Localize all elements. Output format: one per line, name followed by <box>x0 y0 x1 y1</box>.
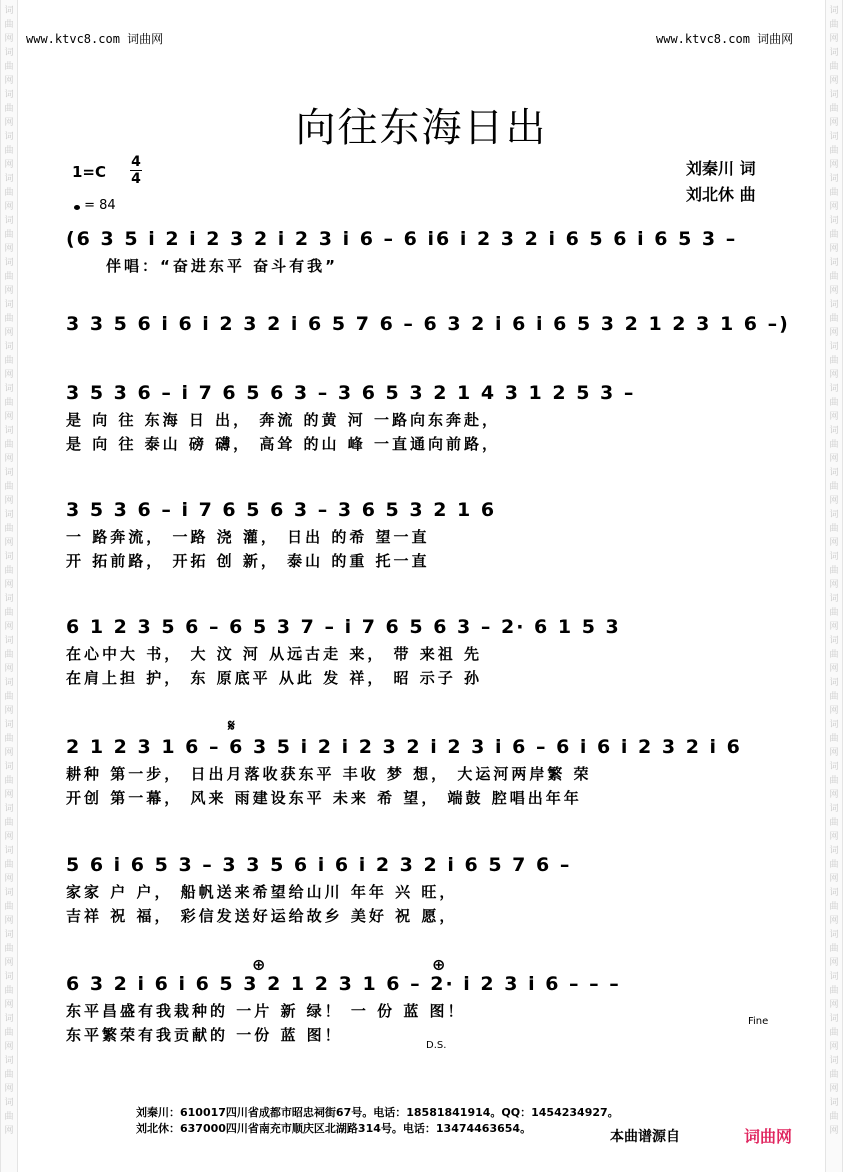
watermark-char: 词 <box>4 552 14 562</box>
watermark-char: 网 <box>4 748 14 758</box>
watermark-char: 曲 <box>829 230 839 240</box>
watermark-char: 曲 <box>4 818 14 828</box>
watermark-char: 词 <box>829 48 839 58</box>
site-logo[interactable]: 词曲网 <box>744 1127 793 1146</box>
watermark-char: 网 <box>4 1126 14 1136</box>
watermark-char: 曲 <box>4 776 14 786</box>
watermark-char: 词 <box>829 1014 839 1024</box>
watermark-char: 网 <box>829 1126 839 1136</box>
watermark-char: 词 <box>4 468 14 478</box>
watermark-char: 网 <box>4 328 14 338</box>
composer-contact: 刘北休：637000四川省南充市顺庆区北湖路314号。电话：13474463654。 <box>136 1122 532 1135</box>
watermark-char: 网 <box>829 370 839 380</box>
watermark-char: 词 <box>4 1056 14 1066</box>
watermark-char: 曲 <box>4 566 14 576</box>
watermark-char: 词 <box>4 636 14 646</box>
watermark-char: 词 <box>829 468 839 478</box>
watermark-char: 曲 <box>4 272 14 282</box>
watermark-char: 词 <box>4 6 14 16</box>
watermark-char: 词 <box>829 930 839 940</box>
watermark-char: 曲 <box>829 482 839 492</box>
segno-sign: 𝄋 <box>228 716 235 735</box>
watermark-char: 词 <box>829 342 839 352</box>
watermark-char: 网 <box>4 790 14 800</box>
watermark-char: 网 <box>829 874 839 884</box>
watermark-char: 曲 <box>4 608 14 618</box>
watermark-char: 词 <box>829 90 839 100</box>
watermark-char: 网 <box>4 244 14 254</box>
watermark-char: 词 <box>829 216 839 226</box>
watermark-char: 网 <box>829 664 839 674</box>
watermark-char: 网 <box>4 664 14 674</box>
left-watermark-strip <box>0 0 18 1172</box>
fine-mark: Fine <box>748 1016 769 1027</box>
watermark-char: 曲 <box>4 1070 14 1080</box>
lyric-row-verse-2: 吉祥 祝 福， 彩信发送好运给故乡 美好 祝 愿， <box>66 907 458 925</box>
watermark-char: 曲 <box>829 608 839 618</box>
watermark-char: 曲 <box>829 1112 839 1122</box>
watermark-char: 网 <box>4 286 14 296</box>
watermark-char: 曲 <box>4 62 14 72</box>
watermark-char: 网 <box>4 1042 14 1052</box>
watermark-char: 网 <box>829 538 839 548</box>
watermark-char: 曲 <box>829 356 839 366</box>
lyric-row-verse-1: 在心中大 书， 大 汶 河 从远古走 来， 带 来祖 先 <box>66 645 483 663</box>
watermark-char: 曲 <box>829 398 839 408</box>
watermark-char: 网 <box>829 244 839 254</box>
watermark-char: 网 <box>829 412 839 422</box>
watermark-char: 曲 <box>829 440 839 450</box>
watermark-char: 网 <box>4 1084 14 1094</box>
watermark-char: 曲 <box>829 860 839 870</box>
watermark-char: 曲 <box>4 482 14 492</box>
watermark-char: 词 <box>4 888 14 898</box>
score-line-7 <box>66 854 778 928</box>
watermark-char: 曲 <box>4 188 14 198</box>
watermark-char: 网 <box>829 202 839 212</box>
watermark-char: 网 <box>4 832 14 842</box>
watermark-char: 曲 <box>829 1028 839 1038</box>
watermark-char: 网 <box>4 1000 14 1010</box>
watermark-char: 曲 <box>4 1112 14 1122</box>
watermark-char: 曲 <box>829 944 839 954</box>
coda-sign-1: ⊕ <box>252 955 266 974</box>
tempo-marking <box>74 198 116 213</box>
watermark-char: 曲 <box>829 692 839 702</box>
watermark-char: 词 <box>829 636 839 646</box>
watermark-char: 词 <box>829 258 839 268</box>
watermark-char: 曲 <box>829 104 839 114</box>
score-line-4 <box>66 499 778 573</box>
watermark-char: 词 <box>4 678 14 688</box>
watermark-char: 网 <box>829 160 839 170</box>
notation-row: 3 3 5 6 i 6 i 2 3 2 i 6 5 7 6 – 6 3 2 i 6 i 6 5 3 2 1 2 3 1 6 –) <box>66 313 790 335</box>
watermark-char: 网 <box>829 622 839 632</box>
watermark-char: 词 <box>829 846 839 856</box>
watermark-char: 曲 <box>829 734 839 744</box>
watermark-char: 词 <box>4 720 14 730</box>
watermark-char: 词 <box>829 888 839 898</box>
watermark-char: 词 <box>4 216 14 226</box>
watermark-char: 网 <box>829 1042 839 1052</box>
watermark-char: 网 <box>4 958 14 968</box>
meter-bottom: 4 <box>131 171 141 187</box>
score-line-3 <box>66 382 778 456</box>
watermark-char: 网 <box>4 118 14 128</box>
watermark-char: 曲 <box>4 398 14 408</box>
watermark-char: 词 <box>829 678 839 688</box>
watermark-char: 曲 <box>829 1070 839 1080</box>
watermark-char: 网 <box>829 790 839 800</box>
site-url-left[interactable]: www.ktvc8.com 词曲网 <box>26 32 164 46</box>
watermark-char: 网 <box>829 832 839 842</box>
watermark-char: 词 <box>4 804 14 814</box>
watermark-char: 词 <box>4 384 14 394</box>
quarter-note-icon <box>74 205 80 210</box>
watermark-char: 网 <box>829 496 839 506</box>
watermark-char: 词 <box>829 6 839 16</box>
lyric-row-verse-2: 开 拓前路， 开拓 创 新， 泰山 的重 托一直 <box>66 552 430 570</box>
watermark-char: 曲 <box>829 902 839 912</box>
watermark-char: 网 <box>4 34 14 44</box>
site-url-right[interactable]: www.ktvc8.com 词曲网 <box>656 32 794 46</box>
watermark-char: 曲 <box>829 314 839 324</box>
coda-sign-2: ⊕ <box>432 955 446 974</box>
watermark-char: 曲 <box>829 524 839 534</box>
watermark-char: 网 <box>4 622 14 632</box>
notation-row: 3 5 3 6 – i 7 6 5 6 3 – 3 6 5 3 2 1 4 3 1 2 5 3 – <box>66 382 636 404</box>
watermark-char: 词 <box>4 342 14 352</box>
lyric-row-verse-1: 家家 户 户， 船帆送来希望给山川 年年 兴 旺， <box>66 883 458 901</box>
watermark-char: 词 <box>829 594 839 604</box>
watermark-char: 曲 <box>4 524 14 534</box>
watermark-char: 曲 <box>829 146 839 156</box>
lyricist-credit: 刘秦川 词 <box>686 159 756 178</box>
watermark-char: 词 <box>4 174 14 184</box>
lyric-row-verse-1: 是 向 往 东海 日 出， 奔流 的黄 河 一路向东奔赴， <box>66 411 501 429</box>
watermark-char: 词 <box>4 1098 14 1108</box>
lyric-row-verse-1: 一 路奔流， 一路 浇 灌， 日出 的希 望一直 <box>66 528 430 546</box>
watermark-char: 词 <box>4 510 14 520</box>
watermark-char: 网 <box>4 76 14 86</box>
watermark-char: 词 <box>829 972 839 982</box>
watermark-char: 曲 <box>4 986 14 996</box>
watermark-char: 网 <box>4 916 14 926</box>
watermark-char: 词 <box>829 132 839 142</box>
watermark-char: 词 <box>829 552 839 562</box>
tempo-value: = 84 <box>84 198 116 213</box>
meter-top: 4 <box>131 154 141 170</box>
watermark-char: 曲 <box>4 650 14 660</box>
watermark-char: 曲 <box>829 818 839 828</box>
watermark-char: 网 <box>4 538 14 548</box>
lyric-row-verse-2: 是 向 往 泰山 磅 礴， 高耸 的山 峰 一直通向前路， <box>66 435 501 453</box>
score-line-8 <box>66 973 778 1047</box>
notation-row: 5 6 i 6 5 3 – 3 3 5 6 i 6 i 2 3 2 i 6 5 7 6 – <box>66 854 572 876</box>
lyric-row-verse-1: 东平昌盛有我栽种的 一片 新 绿！ 一 份 蓝 图！ <box>66 1002 466 1020</box>
lyric-row-verse-2: 东平繁荣有我贡献的 一份 蓝 图！ <box>66 1026 343 1044</box>
watermark-char: 网 <box>4 370 14 380</box>
notation-row: 3 5 3 6 – i 7 6 5 6 3 – 3 6 5 3 2 1 6 <box>66 499 497 521</box>
watermark-char: 词 <box>4 90 14 100</box>
notation-row: (6 3 5 i 2 i 2 3 2 i 2 3 i 6 – 6 i6 i 2 3 2 i 6 5 6 i 6 5 3 – <box>66 228 738 250</box>
watermark-char: 曲 <box>829 650 839 660</box>
ds-mark: D.S. <box>426 1040 447 1051</box>
watermark-char: 词 <box>829 426 839 436</box>
watermark-char: 词 <box>829 1098 839 1108</box>
watermark-char: 词 <box>829 1056 839 1066</box>
watermark-char: 曲 <box>4 692 14 702</box>
watermark-char: 词 <box>4 762 14 772</box>
watermark-char: 曲 <box>829 62 839 72</box>
score-line-2 <box>66 313 790 339</box>
watermark-char: 网 <box>829 34 839 44</box>
watermark-char: 网 <box>4 874 14 884</box>
watermark-char: 曲 <box>4 230 14 240</box>
watermark-char: 网 <box>829 916 839 926</box>
watermark-char: 网 <box>4 496 14 506</box>
watermark-char: 词 <box>829 804 839 814</box>
watermark-char: 网 <box>829 286 839 296</box>
lyric-row: 伴唱：“奋进东平 奋斗有我” <box>106 257 338 275</box>
watermark-char: 词 <box>829 510 839 520</box>
score-line-5 <box>66 616 778 690</box>
watermark-char: 网 <box>829 328 839 338</box>
watermark-char: 曲 <box>4 440 14 450</box>
watermark-char: 曲 <box>4 902 14 912</box>
key-signature: 1=C <box>72 163 107 181</box>
lyric-row-verse-2: 开创 第一幕， 风来 雨建设东平 未来 希 望， 端鼓 腔唱出年年 <box>66 789 582 807</box>
watermark-char: 曲 <box>829 272 839 282</box>
watermark-char: 网 <box>4 706 14 716</box>
score-line-1 <box>66 228 778 278</box>
watermark-char: 网 <box>829 1000 839 1010</box>
watermark-char: 网 <box>4 412 14 422</box>
watermark-char: 词 <box>4 426 14 436</box>
source-label: 本曲谱源自 <box>610 1129 680 1145</box>
watermark-char: 曲 <box>829 566 839 576</box>
watermark-char: 曲 <box>4 356 14 366</box>
watermark-char: 曲 <box>4 944 14 954</box>
watermark-char: 网 <box>829 76 839 86</box>
watermark-char: 词 <box>4 1014 14 1024</box>
notation-row: 6 3 2 i 6 i 6 5 3 2 1 2 3 1 6 – 2· i 2 3 i 6 – – – <box>66 973 621 995</box>
score-line-6 <box>66 736 778 810</box>
watermark-char: 词 <box>4 594 14 604</box>
watermark-char: 词 <box>829 174 839 184</box>
watermark-char: 网 <box>4 454 14 464</box>
watermark-char: 曲 <box>4 20 14 30</box>
watermark-char: 曲 <box>829 20 839 30</box>
watermark-char: 网 <box>4 202 14 212</box>
watermark-char: 曲 <box>4 146 14 156</box>
watermark-char: 网 <box>4 580 14 590</box>
watermark-char: 词 <box>4 48 14 58</box>
watermark-char: 网 <box>829 118 839 128</box>
watermark-char: 词 <box>829 300 839 310</box>
watermark-char: 词 <box>4 972 14 982</box>
watermark-char: 网 <box>829 1084 839 1094</box>
watermark-char: 网 <box>4 160 14 170</box>
lyricist-contact: 刘秦川：610017四川省成都市昭忠祠街67号。电话：18581841914。QQ：1454234927。 <box>136 1106 619 1119</box>
watermark-char: 曲 <box>829 776 839 786</box>
watermark-char: 网 <box>829 958 839 968</box>
watermark-char: 词 <box>4 300 14 310</box>
watermark-char: 词 <box>829 384 839 394</box>
watermark-char: 曲 <box>4 314 14 324</box>
song-title: 向往东海日出 <box>295 105 548 151</box>
watermark-char: 词 <box>829 762 839 772</box>
watermark-char: 网 <box>829 580 839 590</box>
watermark-char: 曲 <box>829 188 839 198</box>
watermark-char: 词 <box>4 258 14 268</box>
watermark-char: 网 <box>829 454 839 464</box>
watermark-char: 词 <box>4 132 14 142</box>
watermark-char: 曲 <box>4 734 14 744</box>
watermark-char: 词 <box>4 930 14 940</box>
lyric-row-verse-2: 在肩上担 护， 东 原底平 从此 发 祥， 昭 示子 孙 <box>66 669 483 687</box>
watermark-char: 曲 <box>4 104 14 114</box>
composer-credit: 刘北休 曲 <box>686 185 756 204</box>
notation-row: 6 1 2 3 5 6 – 6 5 3 7 – i 7 6 5 6 3 – 2· 6 1 5 3 <box>66 616 621 638</box>
watermark-char: 词 <box>4 846 14 856</box>
watermark-char: 网 <box>829 706 839 716</box>
watermark-char: 曲 <box>4 1028 14 1038</box>
watermark-char: 曲 <box>4 860 14 870</box>
time-signature <box>130 154 142 187</box>
lyric-row-verse-1: 耕种 第一步， 日出月落收获东平 丰收 梦 想， 大运河两岸繁 荣 <box>66 765 592 783</box>
watermark-char: 曲 <box>829 986 839 996</box>
watermark-char: 词 <box>829 720 839 730</box>
right-watermark-strip <box>825 0 843 1172</box>
notation-row: 2 1 2 3 1 6 – 6 3 5 i 2 i 2 3 2 i 2 3 i 6 – 6 i 6 i 2 3 2 i 6 <box>66 736 742 758</box>
watermark-char: 网 <box>829 748 839 758</box>
